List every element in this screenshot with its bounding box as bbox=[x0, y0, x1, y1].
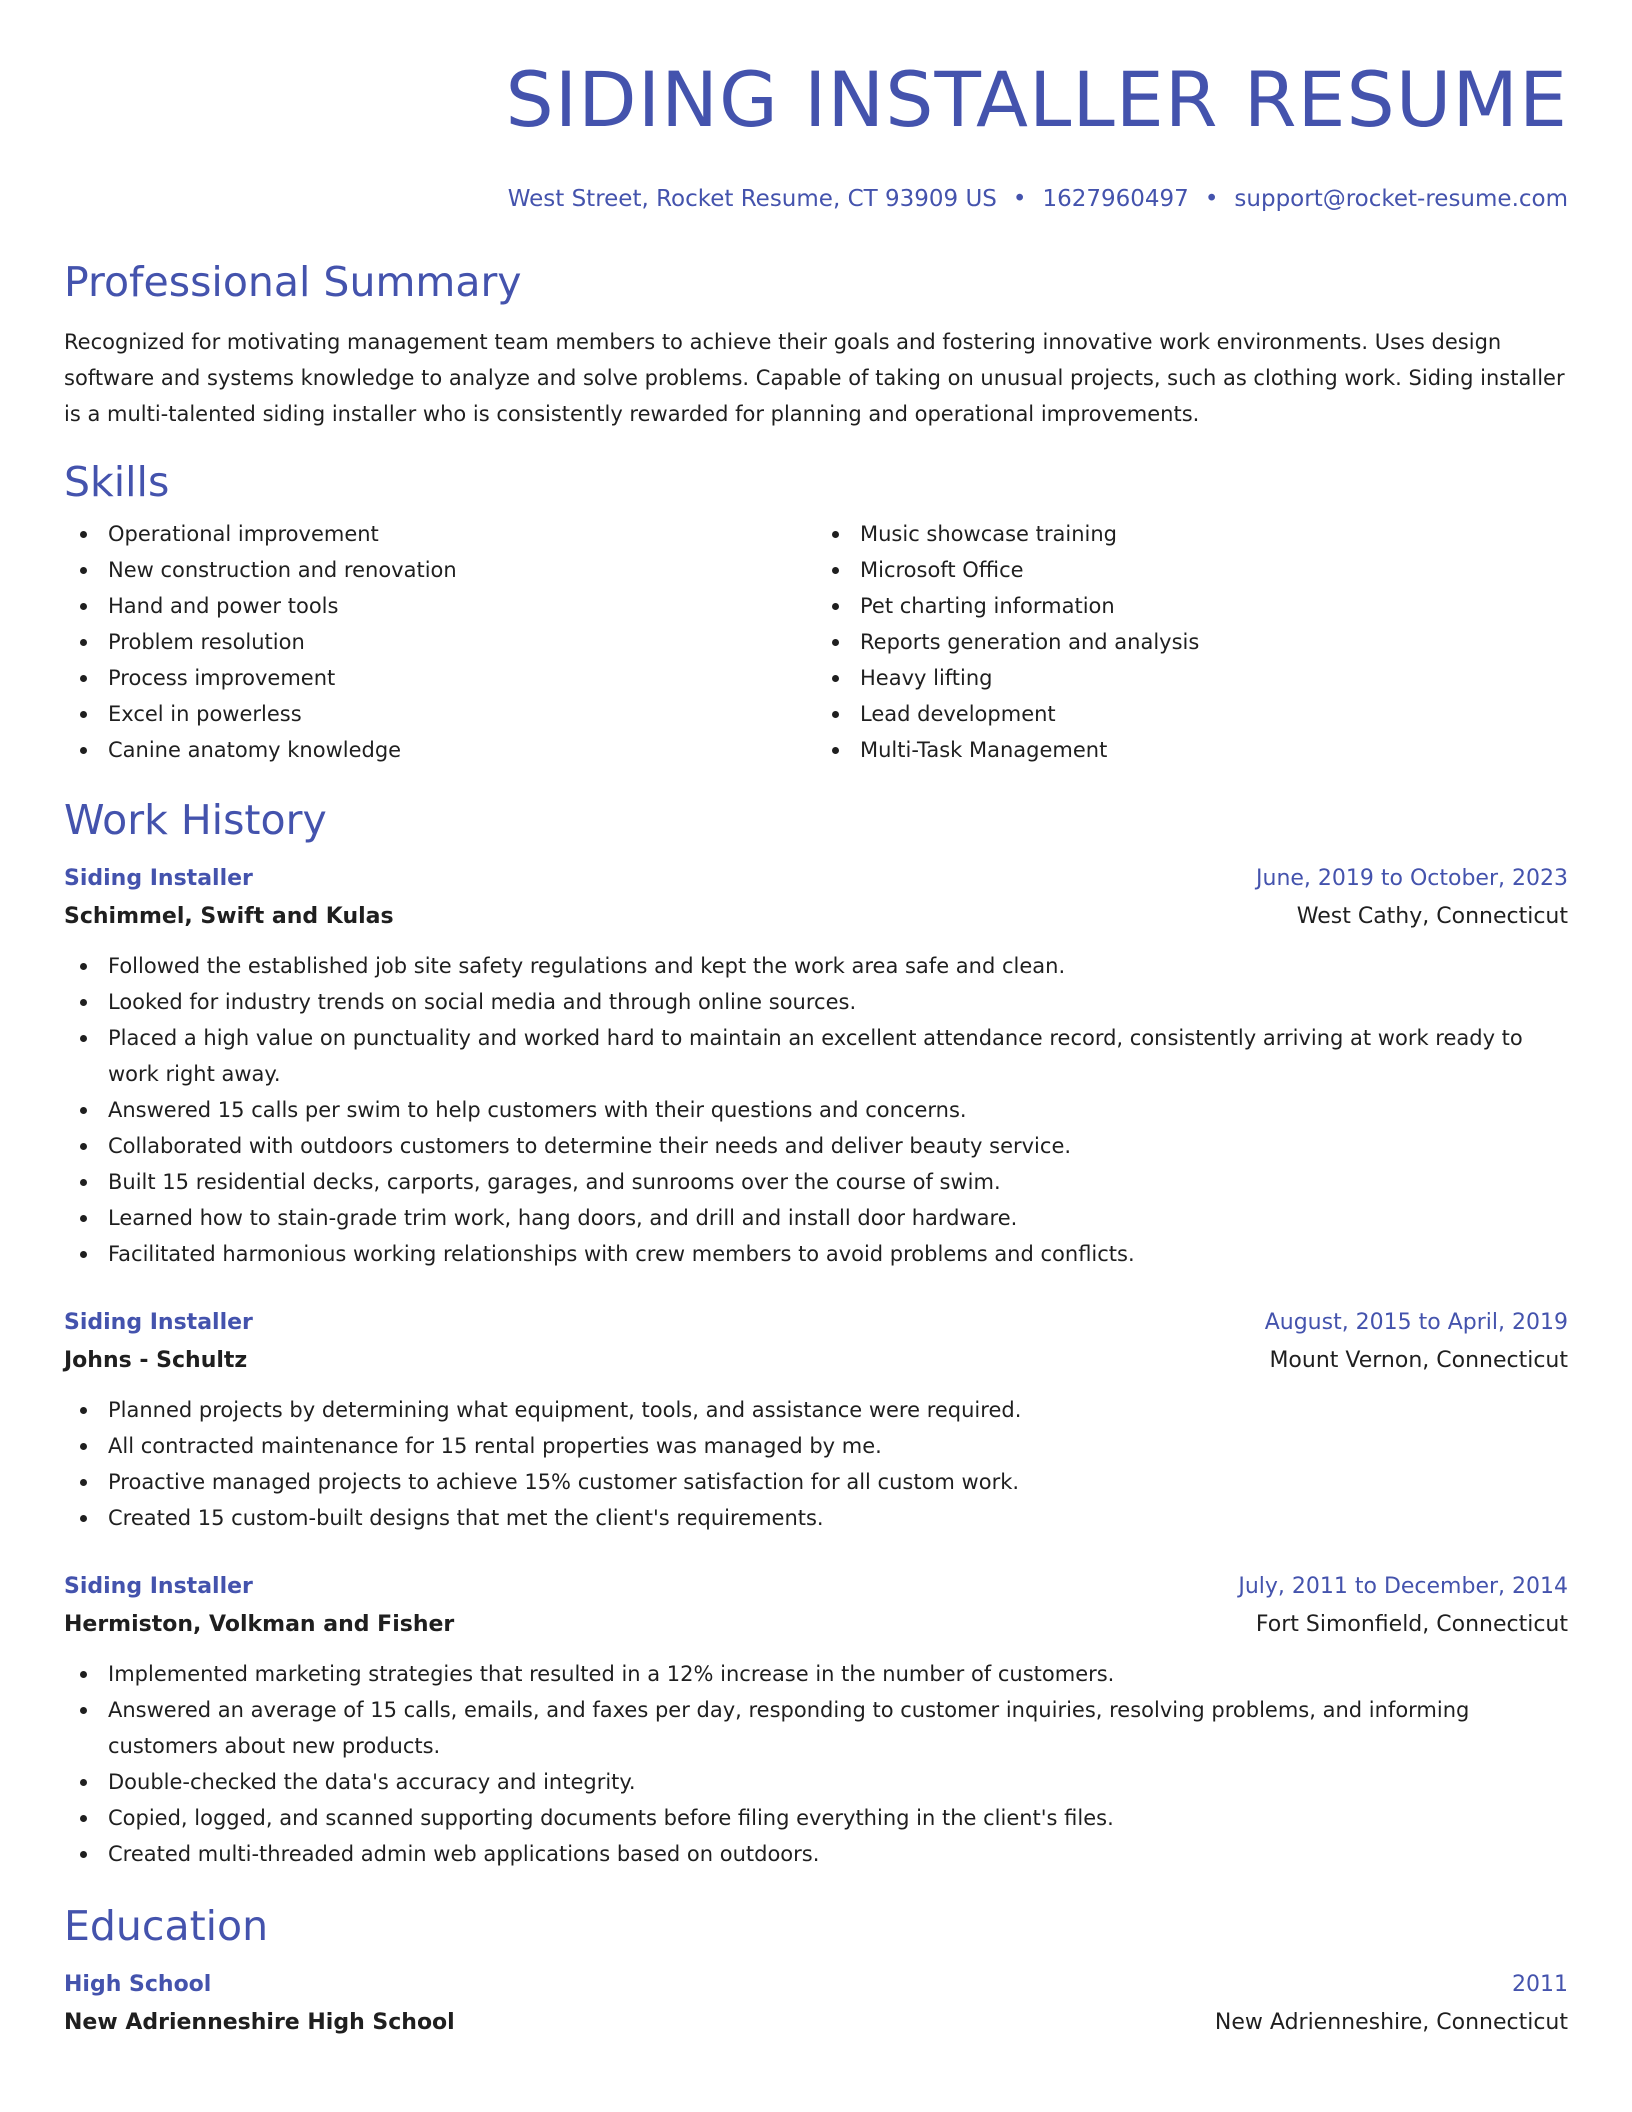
job-company: Hermiston, Volkman and Fisher bbox=[64, 1612, 455, 1637]
job-company-row bbox=[64, 898, 1568, 936]
job-location: Mount Vernon, Connecticut bbox=[1269, 1348, 1568, 1373]
job-title: Siding Installer bbox=[64, 1574, 253, 1599]
job-location: West Cathy, Connecticut bbox=[1296, 904, 1568, 929]
skill-item: Multi-Task Management bbox=[816, 732, 1568, 768]
job-title-row bbox=[64, 1568, 1568, 1606]
resume-title: SIDING INSTALLER RESUME bbox=[505, 55, 1568, 144]
job-duty-item: Looked for industry trends on social media and through online sources. bbox=[64, 984, 1568, 1020]
skill-item: Operational improvement bbox=[64, 516, 816, 552]
skills-grid bbox=[64, 516, 1568, 768]
job-company-row bbox=[64, 1342, 1568, 1380]
section-title-professional-summary: Professional Summary bbox=[64, 258, 522, 306]
job-title: Siding Installer bbox=[64, 866, 253, 891]
section-title-work-history: Work History bbox=[64, 796, 327, 844]
education-degree: High School bbox=[64, 1972, 212, 1997]
skill-item: Problem resolution bbox=[64, 624, 816, 660]
job-duty-item: Facilitated harmonious working relationships with crew members to avoid problems and conflicts. bbox=[64, 1236, 1568, 1272]
skill-item: New construction and renovation bbox=[64, 552, 816, 588]
job-duty-item: Collaborated with outdoors customers to determine their needs and deliver beauty service. bbox=[64, 1128, 1568, 1164]
skill-item: Hand and power tools bbox=[64, 588, 816, 624]
job-dates: July, 2011 to December, 2014 bbox=[1238, 1574, 1568, 1599]
skill-item: Reports generation and analysis bbox=[816, 624, 1568, 660]
education-entry bbox=[64, 1966, 1568, 2042]
job-duty-item: Answered an average of 15 calls, emails, and faxes per day, responding to customer inquiries, resolving problems, and informing customers about new products. bbox=[64, 1692, 1568, 1764]
job-duty-item: Implemented marketing strategies that resulted in a 12% increase in the number of customers. bbox=[64, 1656, 1568, 1692]
education-school: New Adrienneshire High School bbox=[64, 2010, 455, 2035]
job-company: Schimmel, Swift and Kulas bbox=[64, 904, 394, 929]
job-duty-item: Followed the established job site safety regulations and kept the work area safe and clean. bbox=[64, 948, 1568, 984]
contact-phone: 1627960497 bbox=[1042, 186, 1189, 212]
job-entry bbox=[64, 1568, 1568, 1872]
contact-address: West Street, Rocket Resume, CT 93909 US bbox=[507, 186, 997, 212]
skill-item: Canine anatomy knowledge bbox=[64, 732, 816, 768]
job-location: Fort Simonfield, Connecticut bbox=[1255, 1612, 1568, 1637]
contact-email: support@rocket-resume.com bbox=[1234, 186, 1568, 212]
separator-dot: • bbox=[1012, 186, 1027, 212]
skill-item: Heavy lifting bbox=[816, 660, 1568, 696]
job-entry bbox=[64, 860, 1568, 1272]
job-duty-item: Copied, logged, and scanned supporting documents before filing everything in the client's files. bbox=[64, 1800, 1568, 1836]
job-duty-item: Created multi-threaded admin web applications based on outdoors. bbox=[64, 1836, 1568, 1872]
job-duty-item: Learned how to stain-grade trim work, hang doors, and drill and install door hardware. bbox=[64, 1200, 1568, 1236]
section-title-education: Education bbox=[64, 1902, 269, 1950]
education-degree-row bbox=[64, 1966, 1568, 2004]
job-duty-item: Double-checked the data's accuracy and integrity. bbox=[64, 1764, 1568, 1800]
job-dates: June, 2019 to October, 2023 bbox=[1256, 866, 1568, 891]
job-duties-list bbox=[64, 948, 1568, 1272]
skill-item: Process improvement bbox=[64, 660, 816, 696]
skill-item: Pet charting information bbox=[816, 588, 1568, 624]
job-entry bbox=[64, 1304, 1568, 1536]
education-year: 2011 bbox=[1512, 1972, 1568, 1997]
education-school-row bbox=[64, 2004, 1568, 2042]
contact-line bbox=[64, 184, 1568, 214]
job-duty-item: All contracted maintenance for 15 rental properties was managed by me. bbox=[64, 1428, 1568, 1464]
education-location: New Adrienneshire, Connecticut bbox=[1214, 2010, 1568, 2035]
job-dates: August, 2015 to April, 2019 bbox=[1264, 1310, 1568, 1335]
skill-item: Microsoft Office bbox=[816, 552, 1568, 588]
job-company: Johns - Schultz bbox=[64, 1348, 248, 1373]
job-duties-list bbox=[64, 1392, 1568, 1536]
job-duty-item: Planned projects by determining what equipment, tools, and assistance were required. bbox=[64, 1392, 1568, 1428]
skills-column-right bbox=[816, 516, 1568, 768]
skills-column-left bbox=[64, 516, 816, 768]
job-duties-list bbox=[64, 1656, 1568, 1872]
job-duty-item: Placed a high value on punctuality and worked hard to maintain an excellent attendance record, consistently arriving at work ready to work right away. bbox=[64, 1020, 1568, 1092]
job-title-row bbox=[64, 860, 1568, 898]
skill-item: Music showcase training bbox=[816, 516, 1568, 552]
job-duty-item: Built 15 residential decks, carports, garages, and sunrooms over the course of swim. bbox=[64, 1164, 1568, 1200]
job-company-row bbox=[64, 1606, 1568, 1644]
section-title-skills: Skills bbox=[64, 458, 170, 506]
job-duty-item: Proactive managed projects to achieve 15% customer satisfaction for all custom work. bbox=[64, 1464, 1568, 1500]
summary-paragraph: Recognized for motivating management team members to achieve their goals and fostering innovative work environments. Uses design software and systems knowledge to analyze and solve problems. Capable of taking on unusual projects, such as clothing work. Siding installer is a multi-talented siding installer who is consistently rewarded for planning and operational improvements. bbox=[64, 330, 1565, 426]
job-title-row bbox=[64, 1304, 1568, 1342]
job-duty-item: Answered 15 calls per swim to help customers with their questions and concerns. bbox=[64, 1092, 1568, 1128]
skill-item: Lead development bbox=[816, 696, 1568, 732]
skill-item: Excel in powerless bbox=[64, 696, 816, 732]
job-duty-item: Created 15 custom-built designs that met the client's requirements. bbox=[64, 1500, 1568, 1536]
separator-dot: • bbox=[1204, 186, 1219, 212]
resume-header bbox=[64, 0, 1568, 214]
job-title: Siding Installer bbox=[64, 1310, 253, 1335]
